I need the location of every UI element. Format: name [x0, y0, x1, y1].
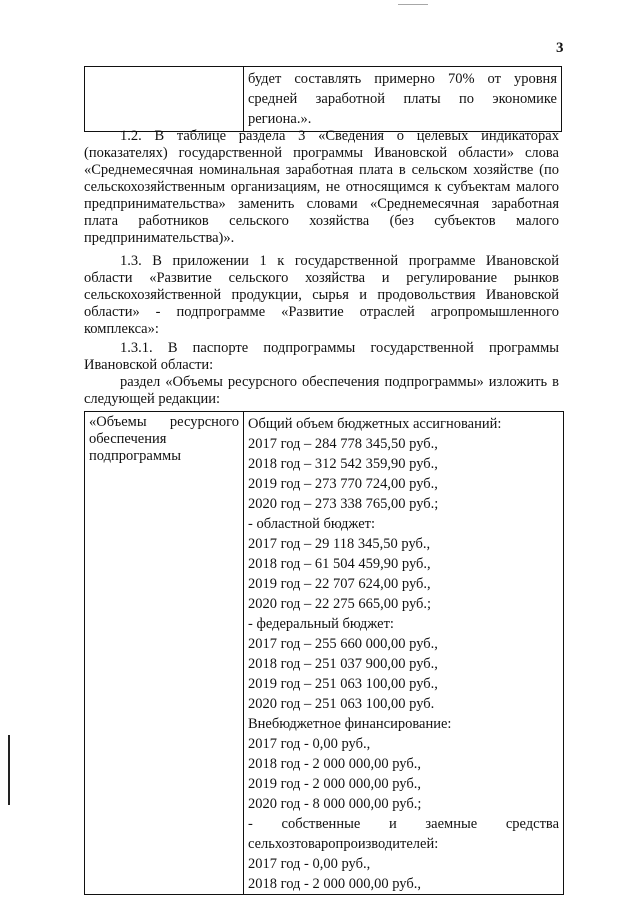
resource-line: 2018 год - 2 000 000,00 руб., [248, 876, 421, 892]
paragraph-1-3-1: 1.3.1. В паспорте подпрограммы государственной программы Ивановской области: [84, 340, 559, 373]
resource-line: 2017 год - 0,00 руб., [248, 736, 371, 752]
resource-label-cell [85, 412, 244, 895]
continuation-table [84, 66, 562, 132]
resource-line: 2017 год – 255 660 000,00 руб., [248, 636, 438, 652]
resource-line: 2018 год - 2 000 000,00 руб., [248, 756, 421, 772]
page-number: 3 [556, 40, 564, 56]
resource-line: - областной бюджет: [248, 516, 376, 532]
resource-line: 2017 год – 29 118 345,50 руб., [248, 536, 431, 552]
resource-line: 2020 год – 273 338 765,00 руб.; [248, 496, 439, 512]
table-row [85, 412, 564, 895]
paragraph-1-3: 1.3. В приложении 1 к государственной программе Ивановской области «Развитие сельского хозяйства и регулирование рынков сельскохозяйственной продукции, сырья и продовольствия Ивановской области» - подпрограмме «Развитие отраслей агропромышленного комплекса»: [84, 253, 559, 337]
paragraph-section-instruction: раздел «Объемы ресурсного обеспечения подпрограммы» изложить в следующей редакции: [84, 374, 559, 407]
resource-line: 2020 год - 8 000 000,00 руб.; [248, 796, 422, 812]
table-cell-text: будет составлять примерно 70% от уровня средней заработной платы по экономике региона.». [244, 67, 562, 132]
resource-line: - собственные и заемные средства [248, 816, 559, 832]
resource-line: 2018 год – 61 504 459,90 руб., [248, 556, 431, 572]
resource-line: 2019 год – 22 707 624,00 руб., [248, 576, 431, 592]
resource-line: Общий объем бюджетных ассигнований: [248, 416, 502, 432]
resource-label: «Объемы ресурсного обеспечения подпрограммы [89, 414, 239, 464]
resource-line: 2019 год – 251 063 100,00 руб., [248, 676, 438, 692]
table-row [85, 67, 562, 132]
resource-values-cell [244, 412, 564, 895]
resource-table [84, 411, 564, 895]
scan-artifact-dots [398, 4, 428, 5]
resource-line: 2020 год – 22 275 665,00 руб.; [248, 596, 432, 612]
resource-line: 2018 год – 312 542 359,90 руб., [248, 456, 438, 472]
resource-line: 2020 год – 251 063 100,00 руб. [248, 696, 435, 712]
table-cell-empty [85, 67, 244, 132]
scan-artifact-line [8, 735, 10, 805]
resource-line: - федеральный бюджет: [248, 616, 394, 632]
resource-line: Внебюджетное финансирование: [248, 716, 452, 732]
resource-line: 2019 год - 2 000 000,00 руб., [248, 776, 421, 792]
resource-line: 2019 год – 273 770 724,00 руб., [248, 476, 438, 492]
paragraph-1-2: 1.2. В таблице раздела 3 «Сведения о целевых индикаторах (показателях) государственной программы Ивановской области» слова «Среднемесячная номинальная заработная плата в сельском хозяйстве (по сельскохозяйственным организациям, не относящимся к субъектам малого предпринимательства» заменить словами «Среднемесячная заработная плата работников сельского хозяйства (без субъектов малого предпринимательства)». [84, 128, 559, 246]
resource-line: сельхозтоваропроизводителей: [248, 836, 439, 852]
resource-line: 2018 год – 251 037 900,00 руб., [248, 656, 438, 672]
resource-line: 2017 год - 0,00 руб., [248, 856, 371, 872]
resource-line: 2017 год – 284 778 345,50 руб., [248, 436, 438, 452]
